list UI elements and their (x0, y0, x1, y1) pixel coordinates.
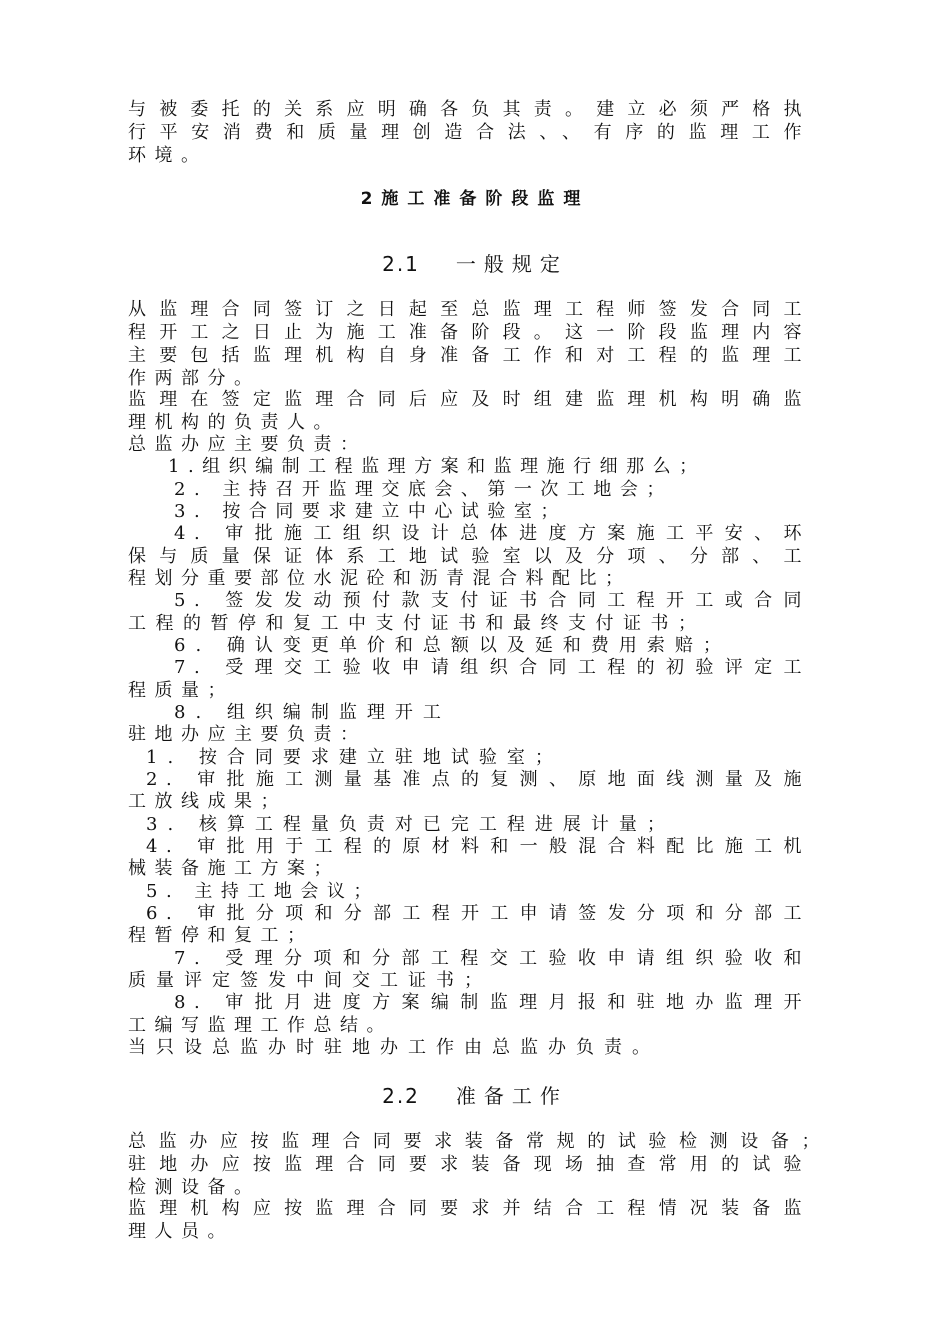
body-line: 理人员。 (128, 1221, 234, 1242)
body-line: 保与质量保证体系工地试验室以及分项、分部、工 (128, 546, 810, 567)
section-heading (0, 1083, 950, 1109)
body-line: 作两部分。 (128, 368, 261, 389)
body-line: 程暂停和复工； (128, 925, 314, 946)
body-line: 工放线成果； (128, 791, 287, 812)
list-item: 2. 审批施工测量基准点的复测、原地面线测量及施 (146, 769, 810, 790)
list-item: 8. 组织编制监理开工 (174, 702, 451, 723)
list-item: 2. 主持召开监理交底会、第一次工地会； (174, 479, 673, 500)
intro-line: 环境。 (128, 145, 208, 166)
body-line: 械装备施工方案； (128, 858, 340, 879)
list-item: 4. 审批用于工程的原材料和一般混合料配比施工机 (146, 836, 810, 857)
section-number: 2.1 (382, 252, 420, 276)
list-item: 8. 审批月进度方案编制监理月报和驻地办监理开 (174, 992, 810, 1013)
body-line: 程划分重要部位水泥砼和沥青混合料配比； (128, 568, 632, 589)
body-line: 主要包括监理机构自身准备工作和对工程的监理工 (128, 345, 810, 366)
list-item: 7. 受理交工验收申请组织合同工程的初验评定工 (174, 657, 810, 678)
list-item: 1.组织编制工程监理方案和监理施行细那么； (168, 456, 706, 477)
body-line: 总监办应主要负责： (128, 434, 367, 455)
body-line: 驻地办应主要负责： (128, 724, 367, 745)
body-line: 监理在签定监理合同后应及时组建监理机构明确监 (128, 389, 810, 410)
chapter-heading: 2施工准备阶段监理 (360, 189, 590, 209)
body-line: 程质量； (128, 680, 234, 701)
list-item: 6. 确认变更单价和总额以及延和费用索赔； (174, 635, 731, 656)
body-line: 从监理合同签订之日起至总监理工程师签发合同工 (128, 299, 810, 320)
list-item: 3. 核算工程量负责对已完工程进展计量； (146, 814, 675, 835)
body-line: 工程的暂停和复工中支付证书和最终支付证书； (128, 613, 706, 634)
section-title: 准备工作 (455, 1084, 568, 1108)
body-line: 监理机构应按监理合同要求并结合工程情况装备监 (128, 1198, 810, 1219)
body-line: 检测设备。 (128, 1177, 261, 1198)
section-number: 2.2 (382, 1084, 420, 1108)
body-line: 驻地办应按监理合同要求装备现场抽查常用的试验 (128, 1154, 810, 1175)
intro-line: 行平安消费和质量理创造合法、、有序的监理工作 (128, 122, 810, 143)
list-item: 3. 按合同要求建立中心试验室； (174, 501, 567, 522)
list-item: 5. 主持工地会议； (146, 881, 380, 902)
body-line: 当只设总监办时驻地办工作由总监办负责。 (128, 1037, 660, 1058)
list-item: 6. 审批分项和分部工程开工申请签发分项和分部工 (146, 903, 810, 924)
list-item: 7. 受理分项和分部工程交工验收申请组织验收和 (174, 948, 810, 969)
body-line: 总监办应按监理合同要求装备常规的试验检测设备； (128, 1131, 828, 1152)
section-heading (0, 251, 950, 277)
intro-line: 与被委托的关系应明确各负其责。建立必须严格执 (128, 99, 810, 120)
body-line: 程开工之日止为施工准备阶段。这一阶段监理内容 (128, 322, 810, 343)
body-line: 理机构的负责人。 (128, 412, 340, 433)
list-item: 1. 按合同要求建立驻地试验室； (146, 747, 563, 768)
body-line: 工编写监理工作总结。 (128, 1015, 393, 1036)
list-item: 4. 审批施工组织设计总体进度方案施工平安、环 (174, 523, 810, 544)
section-title: 一般规定 (455, 252, 568, 276)
body-line: 质量评定签发中间交工证书； (128, 970, 492, 991)
list-item: 5. 签发发动预付款支付证书合同工程开工或合同 (174, 590, 810, 611)
